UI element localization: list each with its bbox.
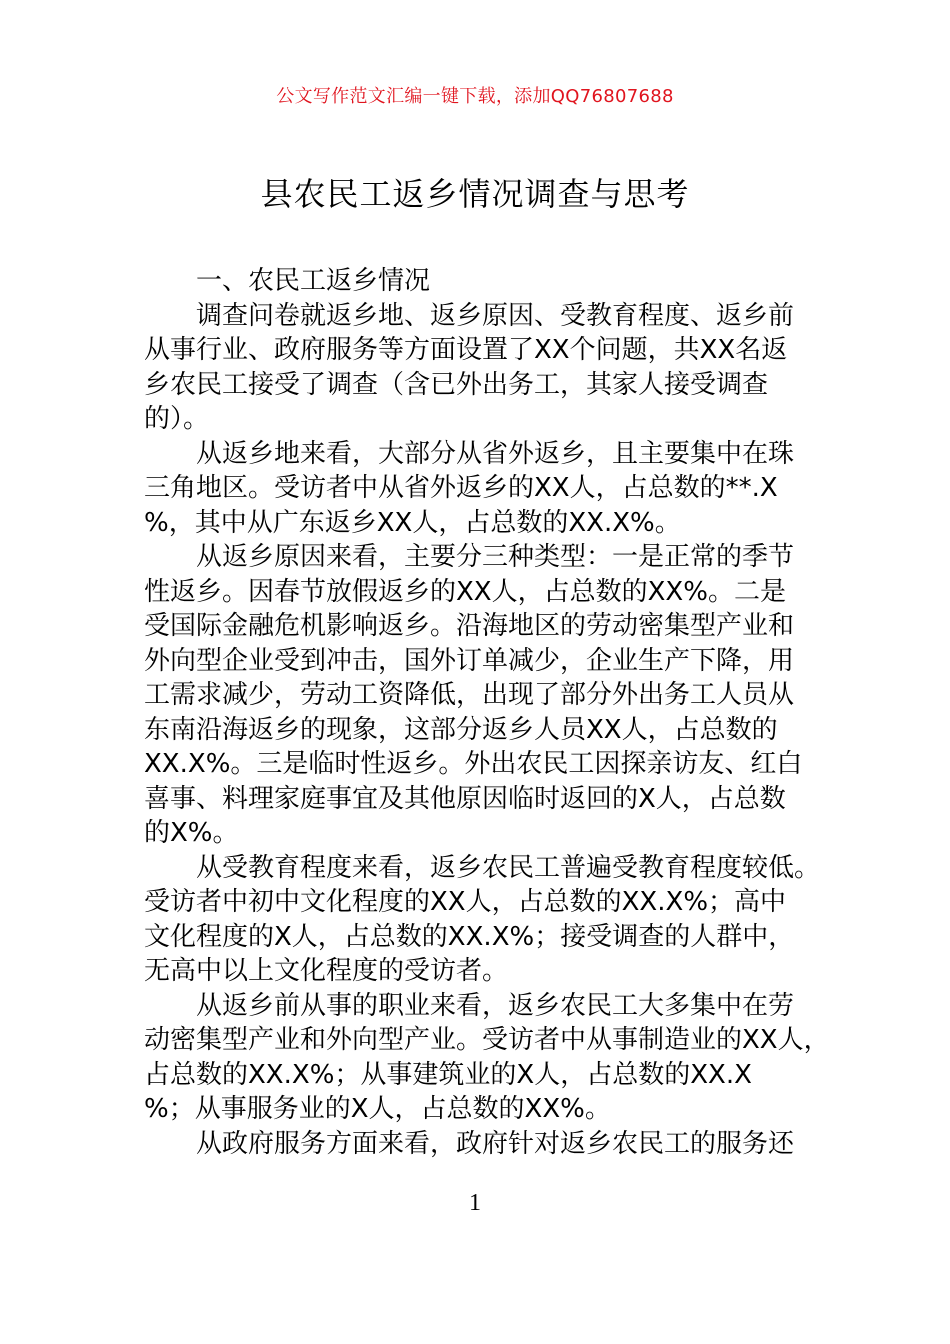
body-line: %；从事服务业的X人，占总数的XX%。 <box>144 1094 611 1124</box>
body-line: 无高中以上文化程度的受访者。 <box>144 956 509 986</box>
body-line: 的）。 <box>144 404 210 434</box>
body-line: XX.X%。三是临时性返乡。外出农民工因探亲访友、红白 <box>144 749 803 779</box>
document-body <box>144 264 834 1161</box>
body-line: 性返乡。因春节放假返乡的XX人，占总数的XX%。二是 <box>144 576 786 607</box>
body-line: 动密集型产业和外向型产业。受访者中从事制造业的XX人， <box>144 1025 830 1055</box>
body-line: 从返乡原因来看，主要分三种类型：一是正常的季节 <box>196 542 795 572</box>
body-line: 调查问卷就返乡地、返乡原因、受教育程度、返乡前 <box>196 300 795 331</box>
body-line: 三角地区。受访者中从省外返乡的XX人，占总数的**.X <box>144 473 778 503</box>
body-line: 从受教育程度来看，返乡农民工普遍受教育程度较低。 <box>196 852 821 883</box>
document-title: 县农民工返乡情况调查与思考 <box>260 175 690 213</box>
body-line: 外向型企业受到冲击，国外订单减少，企业生产下降，用 <box>144 645 795 676</box>
body-line: 从返乡前从事的职业来看，返乡农民工大多集中在劳 <box>196 990 795 1021</box>
body-line: 从政府服务方面来看，政府针对返乡农民工的服务还 <box>196 1128 795 1159</box>
body-line: 受访者中初中文化程度的XX人，占总数的XX.X%；高中 <box>144 887 787 917</box>
body-line: 东南沿海返乡的现象，这部分返乡人员XX人，占总数的 <box>144 714 778 745</box>
body-line: 从事行业、政府服务等方面设置了XX个问题，共XX名返 <box>144 335 788 365</box>
body-line: 的X%。 <box>144 818 239 848</box>
body-line: 文化程度的X人，占总数的XX.X%；接受调查的人群中， <box>144 921 795 952</box>
page-number: 1 <box>469 1190 481 1216</box>
body-line: 占总数的XX.X%；从事建筑业的X人，占总数的XX.X <box>144 1059 752 1090</box>
body-line: 乡农民工接受了调查（含已外出务工，其家人接受调查 <box>144 369 769 400</box>
body-line: 一、农民工返乡情况 <box>196 266 431 296</box>
body-line: 喜事、料理家庭事宜及其他原因临时返回的X人，占总数 <box>144 783 786 814</box>
download-banner: 公文写作范文汇编一键下载，添加QQ76807688 <box>276 86 674 107</box>
body-line: 受国际金融危机影响返乡。沿海地区的劳动密集型产业和 <box>144 611 795 641</box>
body-line: %，其中从广东返乡XX人，占总数的XX.X%。 <box>144 507 681 538</box>
body-line: 工需求减少，劳动工资降低，出现了部分外出务工人员从 <box>144 680 795 710</box>
body-line: 从返乡地来看，大部分从省外返乡，且主要集中在珠 <box>196 438 795 469</box>
